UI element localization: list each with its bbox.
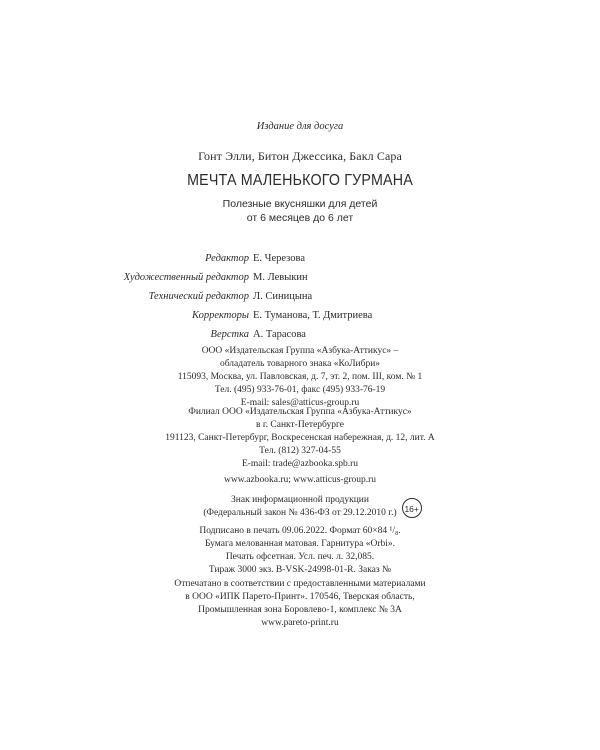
credit-role: Художественный редактор: [123, 272, 249, 283]
book-subtitle: [150, 197, 450, 225]
credit-role: Редактор: [205, 253, 249, 264]
publisher-line: ООО «Издательская Группа «Азбука-Аттикус» –: [201, 346, 399, 356]
branch-line: в г. Санкт-Петербурге: [255, 420, 345, 430]
printer-line: Отпечатано в соответствии с предоставленными материалами: [174, 579, 426, 589]
credit-row: [0, 249, 600, 268]
publisher-line: Тел. (495) 933-76-01, факс (495) 933-76-19: [214, 385, 386, 395]
credits-list: [0, 249, 600, 344]
credit-row: [0, 287, 600, 306]
credit-name: Л. Синицына: [253, 291, 313, 302]
print-line: Тираж 3000 экз. B-VSK-24998-01-R. Заказ №: [208, 565, 392, 575]
print-details: [100, 525, 500, 577]
branch-line: Тел. (812) 327-04-55: [259, 446, 341, 456]
authors: Гонт Элли, Битон Джессика, Бакл Сара: [198, 149, 402, 163]
info-mark-line: (Федеральный закон № 436-ФЗ от 29.12.2010 г.): [203, 508, 397, 518]
credit-row: [0, 325, 600, 344]
info-mark-line: Знак информационной продукции: [231, 495, 369, 505]
info-mark-text: [203, 494, 419, 520]
credit-row: [0, 306, 600, 325]
publisher-info: [100, 345, 500, 410]
series-label: Издание для досуга: [256, 121, 344, 132]
websites: www.azbooka.ru; www.atticus-group.ru: [223, 475, 377, 485]
branch-line: 191123, Санкт-Петербург, Воскресенская набережная, д. 12, лит. А: [165, 433, 435, 443]
branch-line: E-mail: trade@azbooka.spb.ru: [241, 459, 359, 469]
subtitle-line: Полезные вкусняшки для детей: [222, 198, 378, 210]
credit-name: Е. Туманова, Т. Дмитриева: [253, 310, 373, 321]
credit-role: Корректоры: [192, 310, 249, 321]
subtitle-line: от 6 месяцев до 6 лет: [246, 212, 354, 224]
print-line: Печать офсетная. Усл. печ. л. 32,085.: [225, 552, 375, 562]
print-line: Бумага мелованная матовая. Гарнитура «Orbi».: [204, 539, 396, 549]
publisher-line: 115093, Москва, ул. Павловская, д. 7, эт. 2, пом. III, ком. № 1: [177, 372, 423, 382]
credit-name: Е. Черезова: [253, 253, 306, 264]
printer-line: Промышленная зона Боровлево-1, комплекс № 3А: [198, 605, 402, 615]
credit-role: Верстка: [210, 329, 249, 340]
credit-role: Технический редактор: [148, 291, 249, 302]
print-line: Подписано в печать 09.06.2022. Формат 60×84 ¹/₈.: [199, 526, 401, 536]
branch-line: Филиал ООО «Издательская Группа «Азбука-Аттикус»: [188, 407, 412, 417]
age-rating-badge: 16+: [402, 498, 422, 518]
credit-name: А. Тарасова: [253, 329, 306, 340]
publisher-line: E-mail: sales@atticus-group.ru: [240, 398, 360, 408]
credit-row: [0, 268, 600, 287]
printer-line: в ООО «ИПК Парето-Принт». 170546, Тверская область,: [185, 592, 415, 602]
branch-info: [100, 406, 500, 471]
info-mark: [100, 494, 500, 520]
book-title: МЕЧТА МАЛЕНЬКОГО ГУРМАНА: [187, 172, 413, 189]
printer-line: www.pareto-print.ru: [261, 618, 339, 628]
credit-name: М. Левыкин: [253, 272, 308, 283]
publisher-line: обладатель товарного знака «КоЛибри»: [219, 359, 381, 369]
printer-info: [100, 578, 500, 630]
